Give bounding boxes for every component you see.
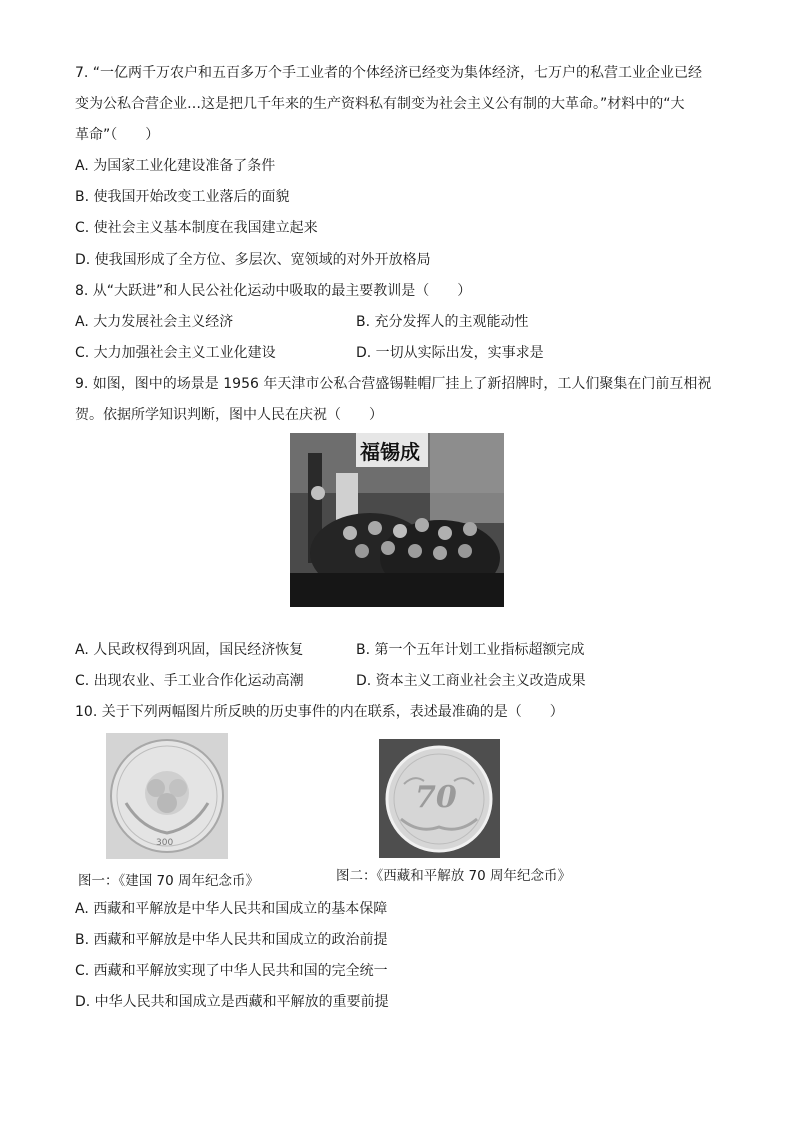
q10-coin1-image (106, 733, 228, 859)
q8-option-a: A. 大力发展社会主义经济 (75, 314, 234, 330)
q7-option-c: C. 使社会主义基本制度在我国建立起来 (75, 220, 318, 236)
q9-option-a: A. 人民政权得到巩固，国民经济恢复 (75, 642, 304, 658)
q9-stem-line1: 9. 如图，图中的场景是 1956 年天津市公私合营盛锡鞋帽厂挂上了新招牌时，工人们聚集在门前互相祝 (75, 376, 712, 392)
q10-option-c: C. 西藏和平解放实现了中华人民共和国的完全统一 (75, 963, 388, 979)
q10-coin2-text: 70 (415, 780, 457, 815)
q10-caption2: 图二：《西藏和平解放 70 周年纪念币》 (336, 868, 572, 884)
q9-option-c: C. 出现农业、手工业合作化运动高潮 (75, 673, 304, 689)
q7-stem-line1: 7. “一亿两千万农户和五百多万个手工业者的个体经济已经变为集体经济，七万户的私营工业企业已经 (75, 65, 703, 81)
q7-option-a: A. 为国家工业化建设准备了条件 (75, 158, 276, 174)
q10-coin2-image (379, 739, 500, 858)
q8-option-d: D. 一切从实际出发，实事求是 (356, 345, 544, 361)
q9-option-d: D. 资本主义工商业社会主义改造成果 (356, 673, 586, 689)
q9-photo-sign: 福锡成 (360, 440, 420, 464)
q10-coin1-value: 300 (156, 838, 174, 848)
q8-stem: 8. 从“大跃进”和人民公社化运动中吸取的最主要教训是（ ） (75, 283, 472, 299)
q10-stem: 10. 关于下列两幅图片所反映的历史事件的内在联系，表述最准确的是（ ） (75, 704, 564, 720)
q7-stem-line3: 革命”（ ） (75, 127, 160, 143)
q7-option-b: B. 使我国开始改变工业落后的面貌 (75, 189, 290, 205)
q10-coin2 (379, 739, 500, 858)
q9-stem-line2: 贺。依据所学知识判断，图中人民在庆祝（ ） (75, 407, 383, 423)
q10-caption1: 图一：《建国 70 周年纪念币》 (78, 873, 260, 889)
q8-option-b: B. 充分发挥人的主观能动性 (356, 314, 529, 330)
q10-option-a: A. 西藏和平解放是中华人民共和国成立的基本保障 (75, 901, 388, 917)
q8-option-c: C. 大力加强社会主义工业化建设 (75, 345, 276, 361)
q9-photo-scene (290, 433, 504, 607)
q10-option-b: B. 西藏和平解放是中华人民共和国成立的政治前提 (75, 932, 388, 948)
q9-option-b: B. 第一个五年计划工业指标超额完成 (356, 642, 585, 658)
q9-photo (290, 433, 504, 607)
q10-coin1 (106, 733, 228, 859)
q7-option-d: D. 使我国形成了全方位、多层次、宽领域的对外开放格局 (75, 252, 431, 268)
q7-stem-line2: 变为公私合营企业…这是把几千年来的生产资料私有制变为社会主义公有制的大革命。”材料中的“大 (75, 96, 685, 112)
q10-option-d: D. 中华人民共和国成立是西藏和平解放的重要前提 (75, 994, 389, 1010)
